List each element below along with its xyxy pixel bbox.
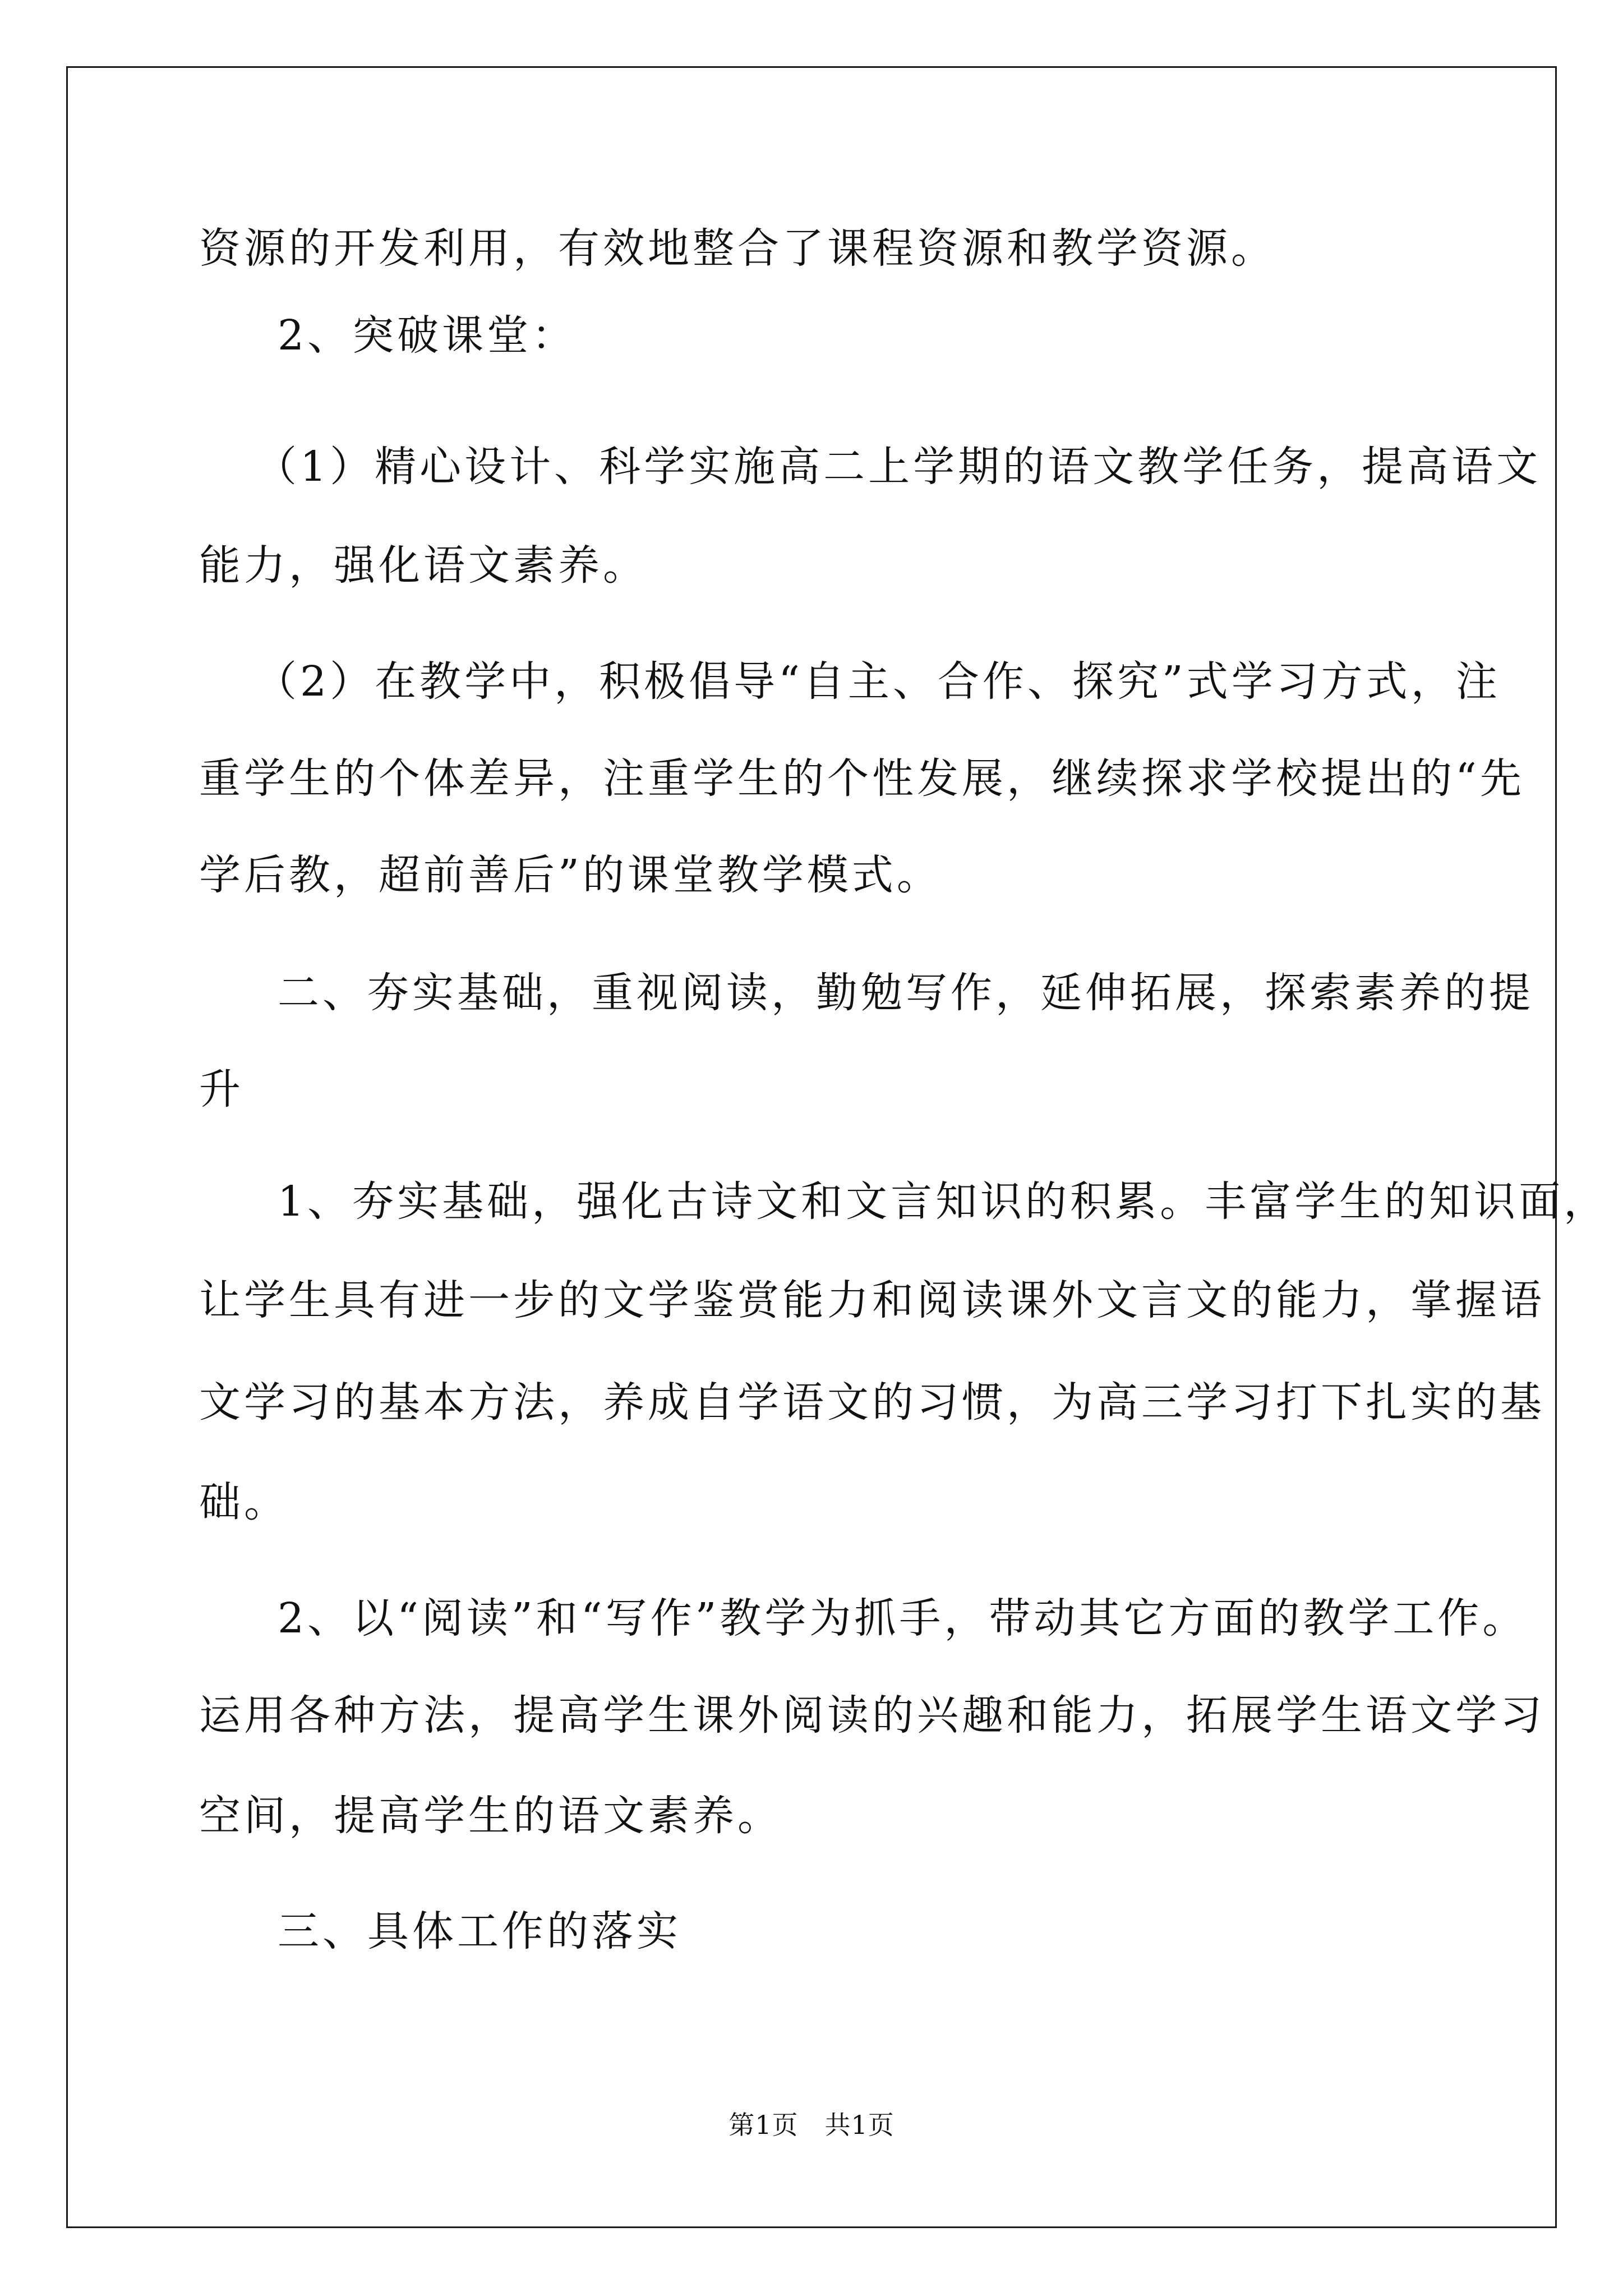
text-line: 1、夯实基础，强化古诗文和文言知识的积累。丰富学生的知识面， (278, 1177, 1609, 1226)
text-line: 三、具体工作的落实 (278, 1907, 681, 1955)
page-number-footer: 第1页 共1页 (728, 2110, 895, 2140)
text-line: 升 (199, 1065, 244, 1114)
text-line: 文学习的基本方法，养成自学语文的习惯，为高三学习打下扎实的基 (199, 1378, 1545, 1427)
text-line: 空间，提高学生的语文素养。 (199, 1792, 782, 1840)
text-line: 能力，强化语文素养。 (199, 541, 648, 590)
text-line: （2）在教学中，积极倡导“自主、合作、探究”式学习方式，注 (255, 657, 1501, 706)
text-line: （1）精心设计、科学实施高二上学期的语文教学任务，提高语文 (255, 443, 1542, 491)
text-line: 运用各种方法，提高学生课外阅读的兴趣和能力，拓展学生语文学习 (199, 1691, 1545, 1740)
text-line: 础。 (199, 1478, 289, 1526)
text-line: 二、夯实基础，重视阅读，勤勉写作，延伸拓展，探索素养的提 (278, 969, 1534, 1017)
text-line: 重学生的个体差异，注重学生的个性发展，继续探求学校提出的“先 (199, 754, 1525, 803)
text-line: 2、突破课堂： (278, 311, 577, 360)
text-line: 资源的开发利用，有效地整合了课程资源和教学资源。 (199, 224, 1276, 273)
text-line: 学后教，超前善后”的课堂教学模式。 (199, 851, 942, 899)
text-line: 2、以“阅读”和“写作”教学为抓手，带动其它方面的教学工作。 (278, 1594, 1528, 1642)
text-line: 让学生具有进一步的文学鉴赏能力和阅读课外文言文的能力，掌握语 (199, 1276, 1545, 1324)
